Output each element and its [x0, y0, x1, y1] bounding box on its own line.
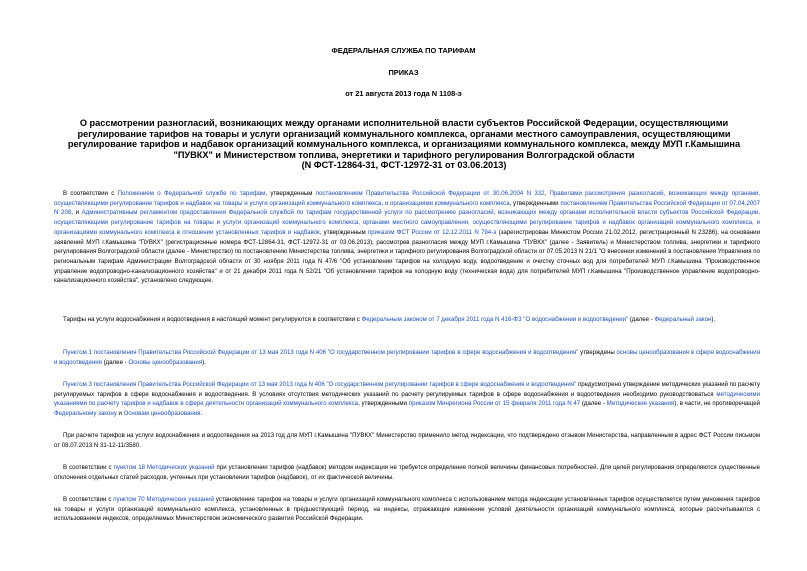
link-item-18-guidelines[interactable]: пунктом 18 Методических указаний [113, 464, 215, 471]
text: предусмотрено утверждение методических указаний по расчету регулируемых тарифов в сфере водоснабжения и водоотведения. В условиях отсутствия методических указаний по расчету регулируемых тарифов в сфере водоснабжения и водоотведения необходимо руководствоваться [54, 381, 760, 398]
text: (далее - [628, 316, 655, 323]
link-federal-law[interactable]: Федеральный закон [654, 316, 712, 323]
text: при установлении тарифов (надбавок) методом индексации не требуется определение полной величины финансовых потребностей. Для целей регулирования определяются существенные отклонения отдельных статей расходов, учтенных при установлении тарифов (надбавок), от их фактической величины. [54, 464, 761, 481]
link-methodical-guidelines[interactable]: методическими указаниями по расчету тарифов и надбавок в сфере деятельности организаций коммунального комплекса [54, 390, 760, 408]
link-item-3-resolution-406[interactable]: Пунктом 3 постановления Правительства Российской Федерации от 13 мая 2013 года N 406 "О государственном регулировании тарифов в сфере водоснабжения и водоотведения" [63, 381, 577, 388]
text: , утвержденными [358, 400, 409, 408]
date-number-heading: от 21 августа 2013 года N 1108-э [345, 89, 462, 98]
doc-type-heading: ПРИКАЗ [388, 68, 419, 77]
link-pricing-basics-short[interactable]: Основы ценообразования [128, 358, 203, 366]
text: (далее - [101, 358, 129, 366]
link-disagreement-rules[interactable]: Правилами рассмотрения разногласий, возникающих между органами, осуществляющими регулирование тарифов и надбавок на товары и услуги организаций коммунального комплекса, и организациями коммунального комплекса [54, 190, 760, 207]
text: . [200, 410, 203, 418]
paragraph-4 [54, 380, 760, 419]
text: , [544, 190, 550, 197]
paragraph-7 [54, 495, 760, 524]
text: В соответствии с [63, 464, 114, 471]
text: ), в части, не противоречащей [674, 400, 761, 408]
text: Тарифы на услуги водоснабжения и водоотведения в настоящий момент регулируются в соответствии с [63, 316, 362, 323]
link-item-70-guidelines[interactable]: пунктом 70 Методических указаний [113, 496, 214, 503]
text: , утвержденными [509, 199, 561, 207]
text: установление тарифов на товары и услуги организаций коммунального комплекса с использованием метода индексации установленных тарифов осуществляется путем умножения тарифов на товары и услуги организаций коммунального комплекса, установленных в предшествующий период, на индексы, отражающие изменение условий деятельности организаций коммунального комплекса, которые рассчитываются с использованием индексов, определяемых Министерством экономического развития Российской Федерации. [54, 496, 761, 523]
link-pricing-basics-ref[interactable]: Основам ценообразования [123, 410, 201, 418]
text: (зарегистрирован Минюстом России 21.02.2012, регистрационный N 23286), на основании заявлений МУП г.Камышина "ПУВКХ" (регистрационные номера ФСТ-12864-31, ФСТ-12972-31 от 03.06.2013), рассмотрев разногласия между МУП г.Камышина "ПУВКХ" (далее - Заявитель) и Министерством топлива, энергетики и тарифного регулирования Волгоградской области (далее - Министерство) по постановлению Министерства топлива, энергетики и тарифного регулирования Волгоградской области от 07.05.2013 N 21/1 "О внесении изменений в постановления Управления по региональным тарифам Администрации Волгоградской области от 30 ноября 2011 года N 47/6 "Об установлении тарифов на холодную воду, водоотведение и очистку сточных вод для потребителей МУП г.Камышина "Производственное управление водопроводно-канализационного хозяйства" и от 21 декабря 2011 года N 52/21 "Об установлении тарифов на холодную воду (техническая вода) для потребителей МУП г.Камышина "Производственное управление водопроводно-канализационного хозяйства", установлено следующее. [54, 228, 760, 285]
link-admin-regulation[interactable]: Административным регламентом предоставления Федеральной службой по тарифам государственной услуги по рассмотрению разногласий, возникающих между органами исполнительной власти субъектов Российской Федерации, осуществляющими регулирование тарифов на товары и услуги организаций коммунального комплекса, органами местного самоуправления, осуществляющими регулирование тарифов и надбавок организаций коммунального комплекса, и организациями коммунального комплекса в отношении установленных тарифов и надбавок [54, 209, 761, 236]
link-federal-law-416[interactable]: Федеральным законом от 7 декабря 2011 года N 416-ФЗ "О водоснабжении и водоотведении" [361, 316, 629, 323]
text: ). [711, 316, 716, 323]
paragraph-6 [54, 463, 760, 482]
agency-heading: ФЕДЕРАЛЬНАЯ СЛУЖБА ПО ТАРИФАМ [331, 46, 476, 55]
text: , утвержденным [265, 190, 316, 197]
text: , и [71, 209, 82, 217]
link-guidelines-short[interactable]: Методические указания [606, 400, 675, 408]
text: (далее - [580, 400, 607, 408]
paragraph-1 [54, 189, 760, 286]
text: В соответствии с [63, 190, 118, 197]
paragraph-5 [54, 431, 760, 450]
link-resolution-208[interactable]: постановлением Правительства Российской Федерации от 07.04.2007 N 208 [54, 199, 761, 217]
text: утверждены [578, 349, 617, 356]
link-pricing-basics[interactable]: основы ценообразования в сфере водоснабжения и водоотведения [54, 349, 761, 366]
text: и [116, 410, 124, 418]
link-resolution-332[interactable]: постановлением Правительства Российской Федерации от 30.06.2004 N 332 [315, 190, 545, 197]
text: , утвержденным [319, 228, 368, 236]
title-reference: (N ФСТ-12864-31, ФСТ-12972-31 от 03.06.2013) [301, 160, 507, 171]
text: При расчете тарифов на услуги водоснабжения и водоотведения на 2013 год для МУП г.Камышина "ПУВКХ" Министерство применило метод индексации, что подтверждено отзывом Министерства, направленным в адрес ФСТ России письмом от 08.07.2013 N 31-12-11/3580. [54, 432, 760, 449]
link-order-794[interactable]: приказом ФСТ России от 12.12.2011 N 794-э [367, 228, 497, 236]
text: ). [202, 358, 206, 366]
link-order-minregion-47[interactable]: приказом Минрегиона России от 15 февраля 2011 года N 47 [408, 400, 581, 408]
title-text: О рассмотрении разногласий, возникающих между органами исполнительной власти субъектов Российской Федерации, осуществляющими регулирование тарифов на товары и услуги организаций коммунального комплекса, органами местного самоуправления, осуществляющими регулирование тарифов и надбавок организаций коммунального комплекса, и организациями коммунального комплекса, между МУП г.Камышина "ПУВКХ" и Министерством топлива, энергетики и тарифного регулирования Волгоградской области [67, 118, 741, 160]
document-title [66, 118, 742, 171]
link-fst-regulation[interactable]: Положением о Федеральной службе по тарифам [117, 190, 266, 197]
paragraph-2 [54, 315, 760, 325]
paragraph-3 [54, 348, 760, 367]
text: В соответствии с [63, 496, 114, 503]
link-item-1-resolution-406[interactable]: Пунктом 1 постановления Правительства Российской Федерации от 13 мая 2013 года N 406 "О государственном регулировании тарифов в сфере водоснабжения и водоотведения" [63, 349, 579, 356]
link-federal-law-ref[interactable]: Федеральному закону [54, 410, 117, 418]
